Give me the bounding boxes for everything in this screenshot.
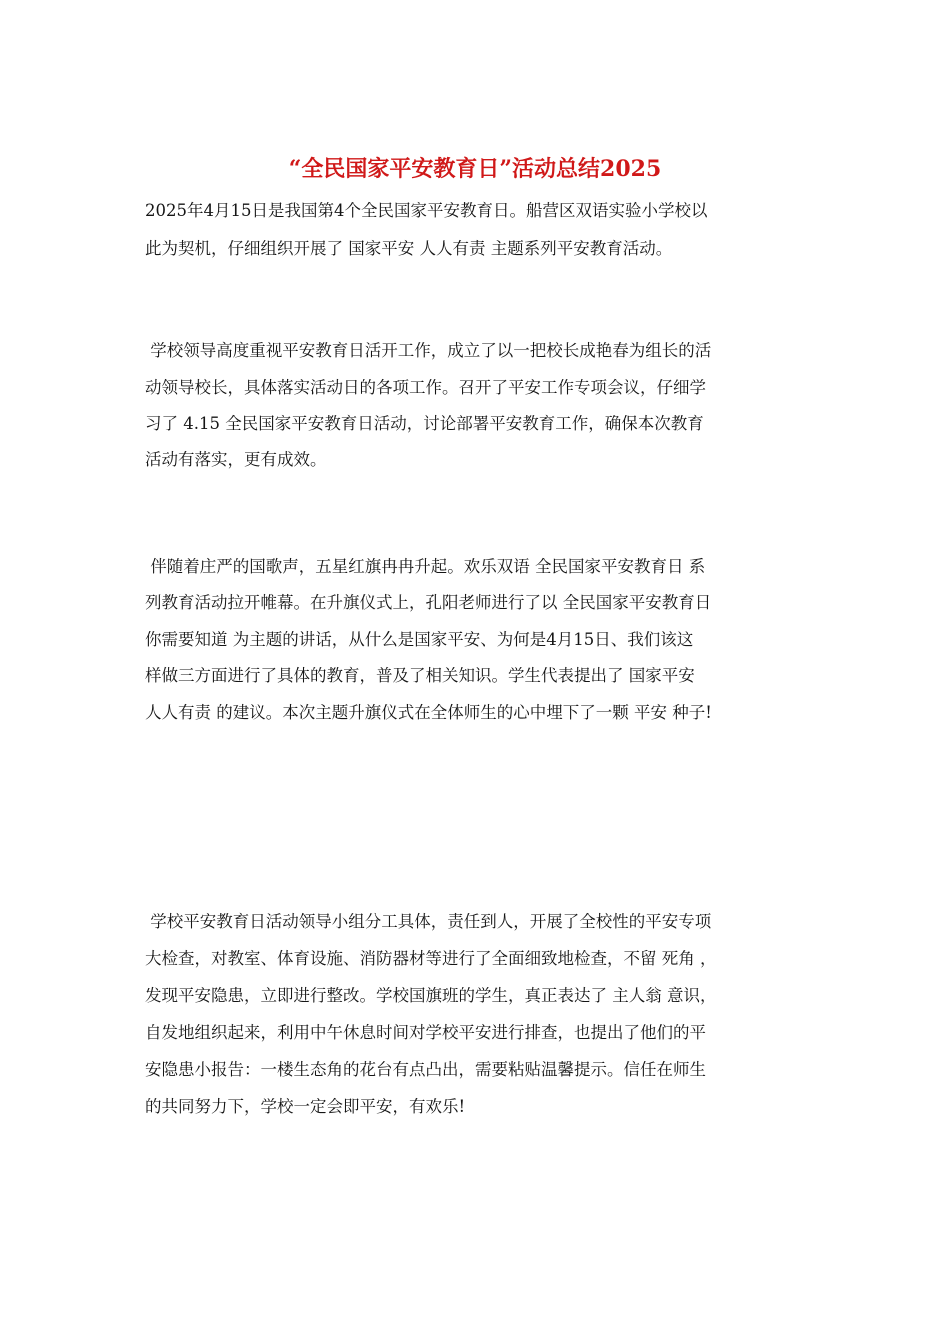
paragraph-line: 列教育活动拉开帷幕。在升旗仪式上，孔阳老师进行了以 全民国家平安教育日 xyxy=(145,593,712,612)
paragraph-line: 学校领导高度重视平安教育日活开工作，成立了以一把校长成艳春为组长的活 xyxy=(145,341,712,360)
paragraph-line: 动领导校长，具体落实活动日的各项工作。召开了平安工作专项会议，仔细学 xyxy=(145,378,706,397)
paragraph-line: 人人有责 的建议。本次主题升旗仪式在全体师生的心中埋下了一颗 平安 种子! xyxy=(145,703,712,722)
document-title: “全民国家平安教育日”活动总结2025 xyxy=(288,156,662,182)
paragraph-line: 发现平安隐患，立即进行整改。学校国旗班的学生，真正表达了 主人翁 意识， xyxy=(145,986,717,1005)
paragraph-line: 安隐患小报告：一楼生态角的花台有点凸出，需要粘贴温馨提示。信任在师生 xyxy=(145,1060,706,1079)
paragraph-line: 的共同努力下，学校一定会即平安，有欢乐! xyxy=(145,1097,466,1116)
paragraph-line: 2025年4月15日是我国第4个全民国家平安教育日。船营区双语实验小学校以 xyxy=(145,201,708,220)
paragraph-line: 伴随着庄严的国歌声，五星红旗冉冉升起。欢乐双语 全民国家平安教育日 系 xyxy=(145,557,706,576)
paragraph-line: 习了 4.15 全民国家平安教育日活动，讨论部署平安教育工作，确保本次教育 xyxy=(145,414,704,433)
paragraph-line: 样做三方面进行了具体的教育，普及了相关知识。学生代表提出了 国家平安 xyxy=(145,666,695,685)
paragraph-line: 你需要知道 为主题的讲话，从什么是国家平安、为何是4月15日、我们该这 xyxy=(145,630,694,649)
paragraph-line: 学校平安教育日活动领导小组分工具体，责任到人，开展了全校性的平安专项 xyxy=(145,912,712,931)
paragraph-line: 大检查，对教室、体育设施、消防器材等进行了全面细致地检查，不留 死角 ， xyxy=(145,949,717,968)
paragraph-line: 自发地组织起来，利用中午休息时间对学校平安进行排查，也提出了他们的平 xyxy=(145,1023,706,1042)
paragraph-line: 活动有落实，更有成效。 xyxy=(145,450,327,469)
paragraph-line: 此为契机，仔细组织开展了 国家平安 人人有责 主题系列平安教育活动。 xyxy=(145,239,673,258)
